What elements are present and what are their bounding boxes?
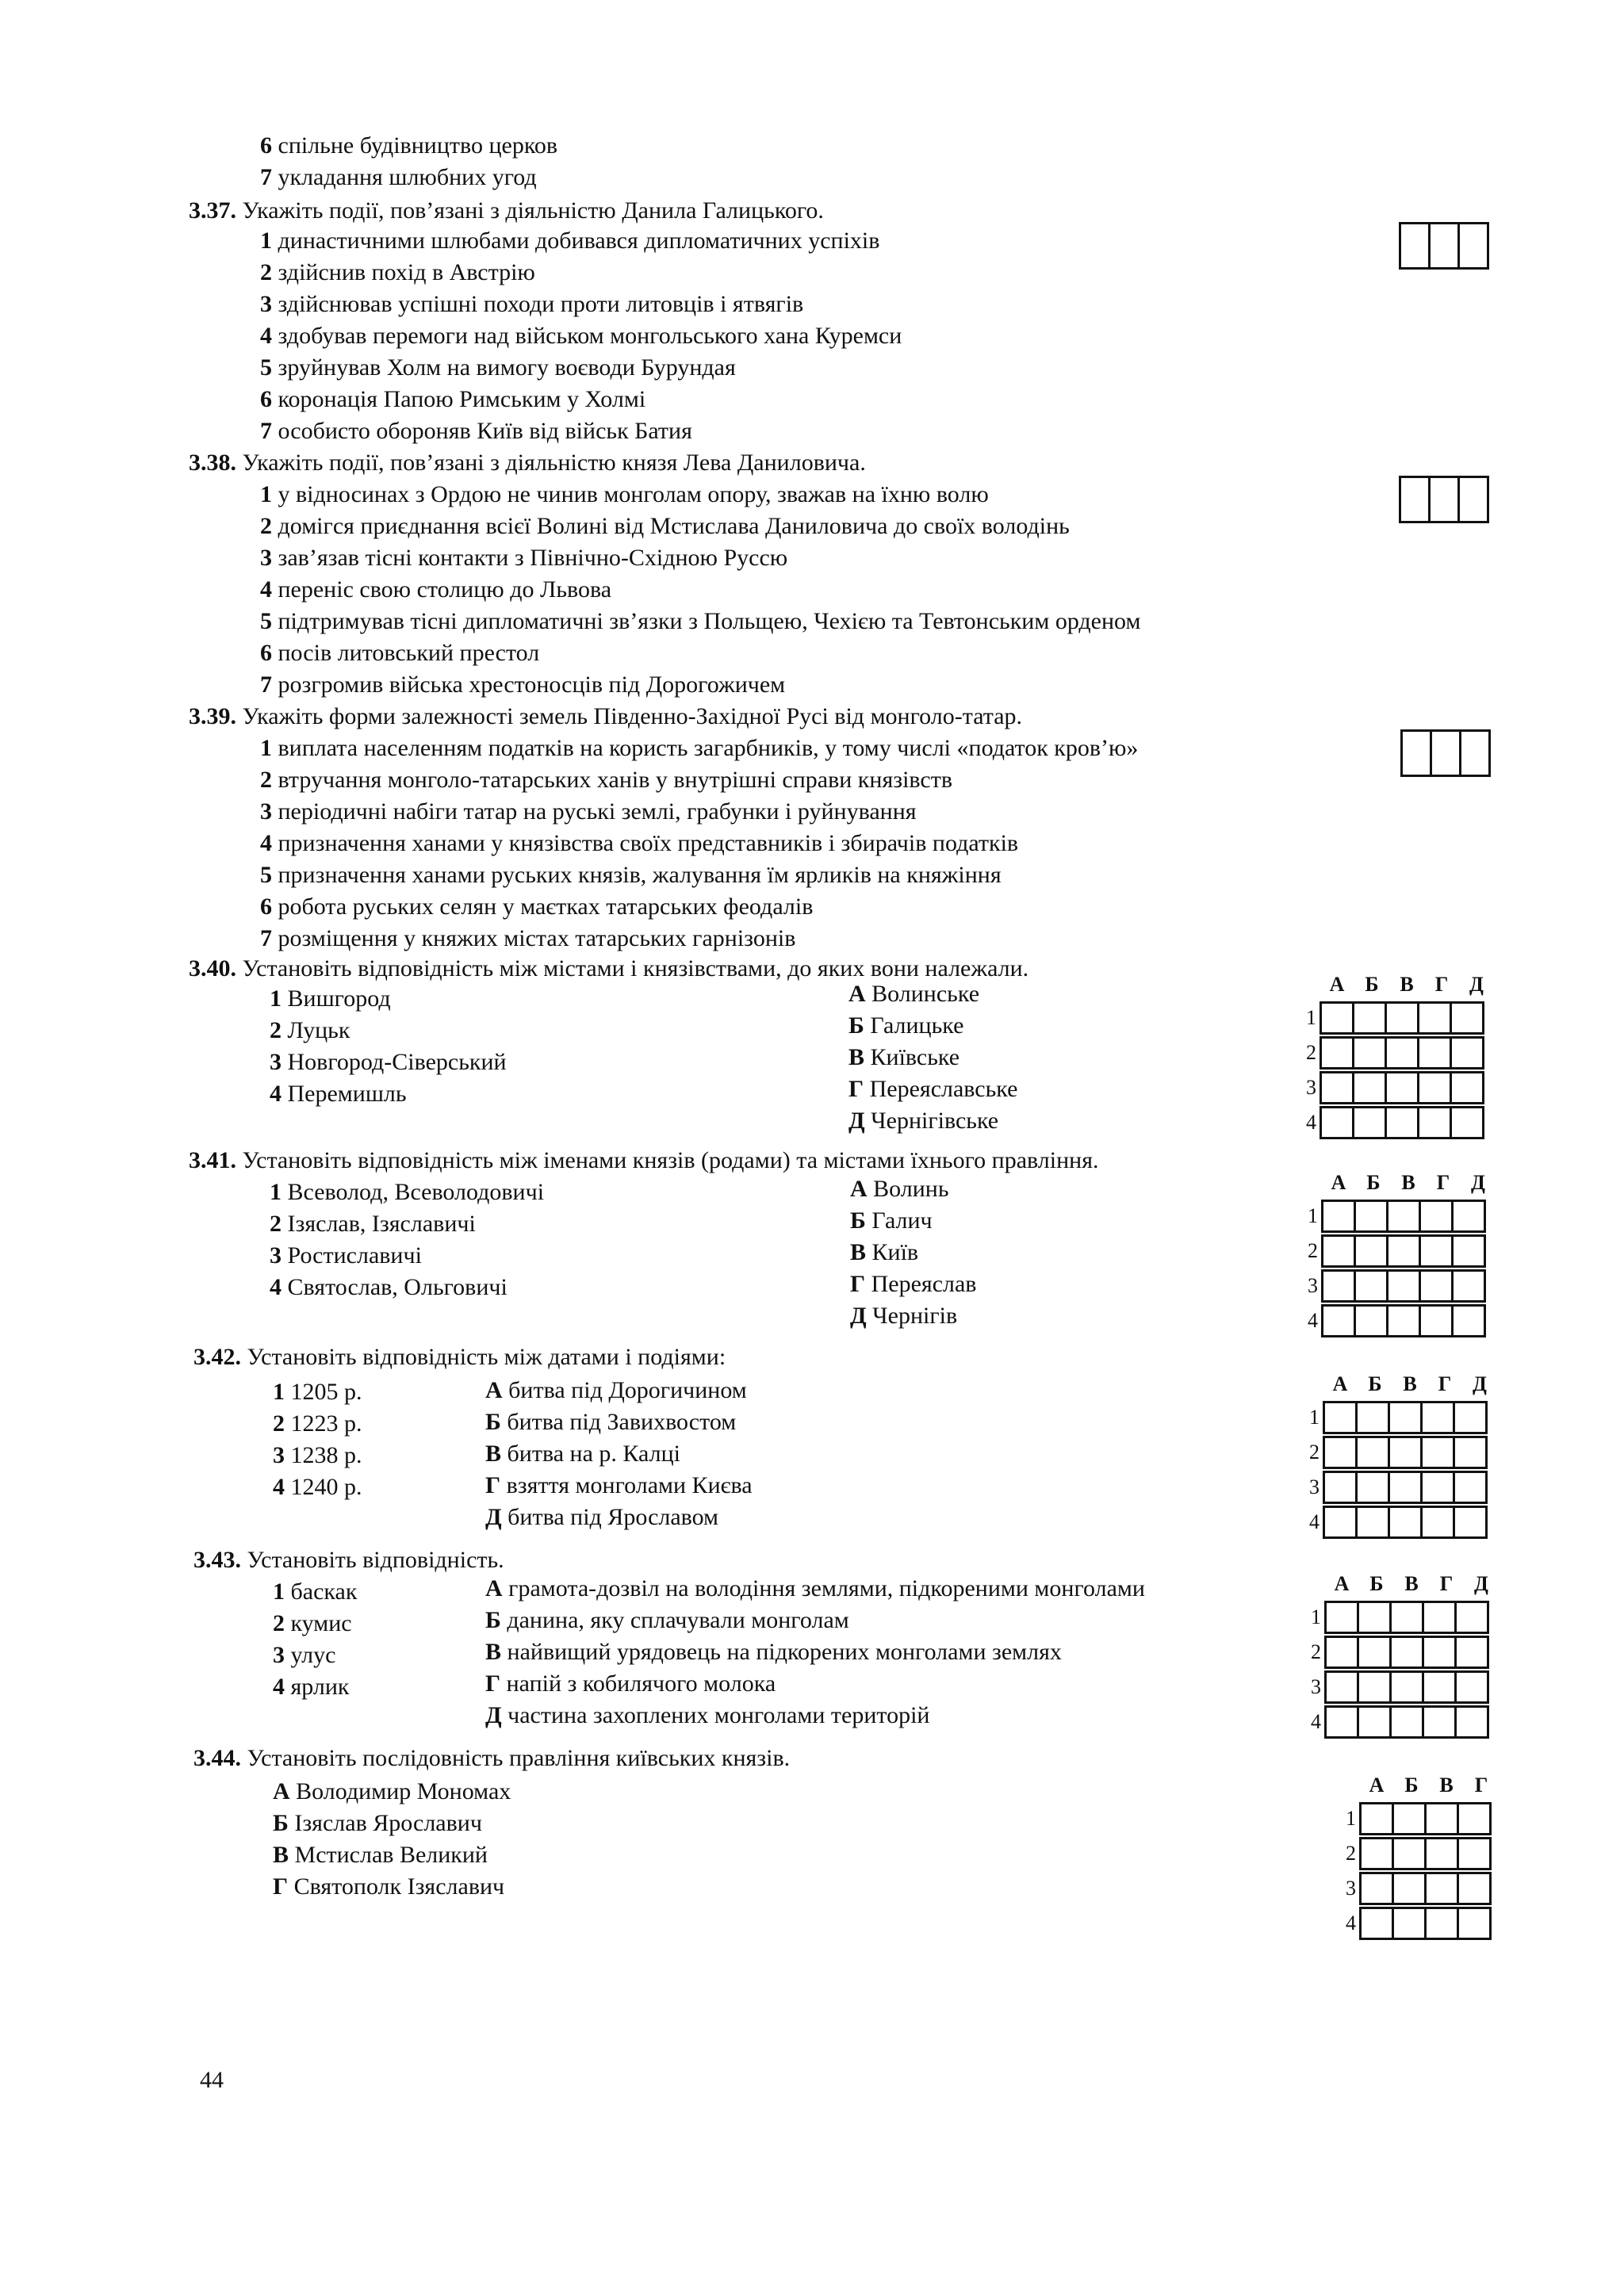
q40-left-1: 1 Вишгород (270, 985, 391, 1012)
q43-grid-cell[interactable] (1389, 1705, 1424, 1739)
q42-grid-col-c: В (1403, 1372, 1417, 1395)
q38-item-7: 7 розгромив війська хрестоносців під Дорогожичем (260, 672, 786, 698)
q43-grid-row-1 (1302, 1600, 1499, 1635)
q41-grid-cell[interactable] (1386, 1200, 1421, 1233)
q41-grid-cell[interactable] (1321, 1269, 1356, 1303)
q37-answer-box-1[interactable] (1399, 222, 1431, 270)
q44-grid-col-d: Г (1474, 1774, 1488, 1797)
q43-grid-row-num: 4 (1311, 1710, 1321, 1733)
q44-grid-row-2 (1337, 1836, 1499, 1871)
q44-grid-cell[interactable] (1457, 1802, 1492, 1835)
q42-grid-cell[interactable] (1388, 1506, 1423, 1539)
q39-item-4: 4 призначення ханами у князівства своїх представників і збирачів податків (260, 830, 1019, 856)
q43-grid-col-c: В (1404, 1572, 1419, 1595)
q41-grid-cell[interactable] (1451, 1234, 1486, 1268)
q38-item-1: 1 у відносинах з Ордою не чинив монголам опору, зважав на їхню волю (260, 481, 989, 507)
q43-right-a: А грамота-дозвіл на володіння землями, підкореними монголами (485, 1575, 1145, 1601)
q37-item-7: 7 особисто обороняв Київ від військ Батия (260, 418, 692, 444)
q42-title: 3.42. Установіть відповідність між датами і подіями: (193, 1344, 726, 1370)
q44-item-d: Г Святополк Ізяславич (273, 1873, 505, 1900)
q41-grid-cell[interactable] (1419, 1269, 1454, 1303)
q43-grid-cell[interactable] (1357, 1636, 1392, 1669)
q44-grid-cell[interactable] (1359, 1872, 1394, 1905)
q41-grid-cell[interactable] (1354, 1269, 1388, 1303)
q42-grid-col-e: Д (1473, 1372, 1487, 1395)
q39-item-2: 2 втручання монголо-татарських ханів у внутрішні справи князівств (260, 767, 953, 793)
q43-grid-cell[interactable] (1324, 1601, 1359, 1634)
q40-left-4: 4 Перемишль (270, 1081, 407, 1107)
q41-right-b: Б Галич (850, 1207, 933, 1234)
q40-grid-row-num: 1 (1306, 1006, 1316, 1029)
q39-item-3: 3 періодичні набіги татар на руські землі, грабунки і руйнування (260, 798, 917, 825)
q40-grid-row-num: 2 (1306, 1041, 1316, 1064)
q40-grid-cell[interactable] (1417, 1106, 1452, 1139)
q42-right-e: Д битва під Ярославом (485, 1504, 719, 1530)
q41-grid-cell[interactable] (1386, 1304, 1421, 1337)
q44-grid-row-3 (1337, 1871, 1499, 1906)
q40-grid-cell[interactable] (1385, 1036, 1419, 1070)
q42-grid-cell[interactable] (1355, 1436, 1390, 1469)
q41-grid-cell[interactable] (1419, 1304, 1454, 1337)
q43-grid-cell[interactable] (1357, 1601, 1392, 1634)
q41-grid-cell[interactable] (1321, 1304, 1356, 1337)
q42-grid-col-a: А (1332, 1372, 1348, 1395)
q40-grid-cell[interactable] (1450, 1036, 1484, 1070)
q40-grid-cell[interactable] (1450, 1106, 1484, 1139)
q41-answer-grid (1299, 1167, 1496, 1338)
q43-right-b: Б данина, яку сплачували монголам (485, 1607, 849, 1633)
q41-grid-row-3 (1299, 1269, 1496, 1303)
q40-right-e: Д Чернігівське (848, 1108, 999, 1134)
q41-left-3: 3 Ростиславичі (270, 1242, 422, 1269)
q43-left-3: 3 улус (273, 1642, 336, 1668)
q41-grid-cell[interactable] (1451, 1304, 1486, 1337)
q40-grid-col-b: Б (1365, 973, 1379, 996)
q42-grid-cell[interactable] (1355, 1401, 1390, 1434)
q40-left-3: 3 Новгород-Сіверський (270, 1049, 507, 1075)
q42-grid-cell[interactable] (1323, 1471, 1358, 1504)
q41-grid-col-d: Г (1436, 1171, 1450, 1194)
q42-right-b: Б битва під Завихвостом (485, 1409, 737, 1435)
q41-right-c: В Київ (850, 1239, 919, 1265)
q43-grid-cell[interactable] (1422, 1601, 1457, 1634)
q43-grid-cell[interactable] (1324, 1705, 1359, 1739)
q42-grid-cell[interactable] (1323, 1436, 1358, 1469)
q42-grid-cell[interactable] (1453, 1506, 1488, 1539)
q37-item-5: 5 зруйнував Холм на вимогу воєводи Бурундая (260, 354, 736, 381)
q41-grid-row-num: 3 (1308, 1274, 1318, 1297)
q40-grid-cell[interactable] (1385, 1106, 1419, 1139)
q39-item-5: 5 призначення ханами руських князів, жалування їм ярликів на княжіння (260, 862, 1002, 888)
q41-title: 3.41. Установіть відповідність між іменами князів (родами) та містами їхнього правління. (189, 1147, 1099, 1173)
q37-item-2: 2 здійснив похід в Австрію (260, 259, 535, 285)
q42-grid-cell[interactable] (1420, 1436, 1455, 1469)
q40-grid-cell[interactable] (1352, 1071, 1387, 1104)
q44-grid-cell[interactable] (1424, 1907, 1459, 1940)
q43-grid-cell[interactable] (1454, 1601, 1489, 1634)
q43-grid-row-num: 2 (1311, 1640, 1321, 1663)
q44-grid-row-num: 1 (1346, 1807, 1356, 1830)
q43-right-e: Д частина захоплених монголами територій (485, 1702, 930, 1728)
q36-item-6: 6 спільне будівництво церков (260, 132, 558, 159)
q43-grid-col-e: Д (1474, 1572, 1488, 1595)
q41-right-e: Д Чернігів (850, 1303, 958, 1329)
q43-grid-col-a: А (1334, 1572, 1350, 1595)
q42-grid-row-num: 2 (1309, 1441, 1320, 1464)
q41-grid-col-c: В (1401, 1171, 1415, 1194)
q42-right-c: В битва на р. Калці (485, 1441, 680, 1467)
q42-answer-grid (1300, 1368, 1497, 1540)
q42-grid-row-num: 4 (1309, 1510, 1320, 1533)
q40-answer-grid (1297, 969, 1494, 1140)
q44-grid-cell[interactable] (1392, 1802, 1427, 1835)
q41-grid-cell[interactable] (1354, 1234, 1388, 1268)
q44-grid-cell[interactable] (1359, 1802, 1394, 1835)
q41-grid-cell[interactable] (1451, 1269, 1486, 1303)
q38-item-6: 6 посів литовський престол (260, 640, 540, 666)
q38-title: 3.38. Укажіть події, пов’язані з діяльністю князя Лева Даниловича. (189, 450, 866, 476)
q42-grid-cell[interactable] (1355, 1471, 1390, 1504)
q40-grid-row-num: 4 (1306, 1111, 1316, 1134)
q43-grid-cell[interactable] (1357, 1670, 1392, 1704)
q40-grid-cell[interactable] (1320, 1106, 1354, 1139)
q41-grid-col-b: Б (1366, 1171, 1381, 1194)
q42-grid-cell[interactable] (1388, 1436, 1423, 1469)
q43-grid-cell[interactable] (1422, 1705, 1457, 1739)
q43-grid-cell[interactable] (1389, 1636, 1424, 1669)
q44-grid-cell[interactable] (1424, 1872, 1459, 1905)
q41-right-a: А Волинь (850, 1176, 949, 1202)
q44-title: 3.44. Установіть послідовність правління київських князів. (193, 1745, 791, 1771)
q40-grid-cell[interactable] (1417, 1036, 1452, 1070)
q41-grid-row-4 (1299, 1303, 1496, 1338)
q42-left-4: 4 1240 р. (273, 1474, 362, 1500)
q43-grid-row-4 (1302, 1705, 1499, 1739)
q44-grid-cell[interactable] (1359, 1907, 1394, 1940)
q44-grid-row-1 (1337, 1801, 1499, 1836)
q43-title: 3.43. Установіть відповідність. (193, 1547, 504, 1573)
q44-item-b: Б Ізяслав Ярославич (273, 1810, 482, 1836)
q42-grid-cell[interactable] (1453, 1436, 1488, 1469)
q41-grid-cell[interactable] (1419, 1200, 1454, 1233)
q42-right-a: А битва під Дорогичином (485, 1377, 747, 1403)
q39-item-1: 1 виплата населенням податків на користь загарбників, у тому числі «податок кров’ю» (260, 735, 1139, 761)
q41-grid-cell[interactable] (1386, 1269, 1421, 1303)
q42-grid-row-num: 3 (1309, 1475, 1320, 1498)
q40-right-c: В Київське (848, 1044, 960, 1070)
q42-grid-cell[interactable] (1388, 1401, 1423, 1434)
q42-left-2: 2 1223 р. (273, 1410, 362, 1437)
q39-item-6: 6 робота руських селян у маєтках татарських феодалів (260, 894, 814, 920)
q42-grid-cell[interactable] (1420, 1471, 1455, 1504)
q40-grid-cell[interactable] (1450, 1071, 1484, 1104)
q43-left-2: 2 кумис (273, 1610, 352, 1636)
q37-item-1: 1 династичними шлюбами добивався дипломатичних успіхів (260, 228, 880, 254)
q43-grid-row-num: 3 (1311, 1675, 1321, 1698)
q41-left-4: 4 Святослав, Ольговичі (270, 1274, 508, 1300)
q43-right-d: Г напій з кобилячого молока (485, 1670, 776, 1697)
q42-grid-col-b: Б (1368, 1372, 1382, 1395)
q39-title: 3.39. Укажіть форми залежності земель Південно-Західної Русі від монголо-татар. (189, 703, 1023, 729)
q41-grid-col-e: Д (1471, 1171, 1485, 1194)
q41-left-2: 2 Ізяслав, Ізяславичі (270, 1211, 476, 1237)
q39-answer-box-3[interactable] (1459, 729, 1491, 777)
q41-grid-row-num: 2 (1308, 1239, 1318, 1262)
q43-grid-cell[interactable] (1422, 1670, 1457, 1704)
q40-grid-col-e: Д (1469, 973, 1484, 996)
q40-right-a: А Волинське (848, 981, 980, 1007)
q40-grid-cell[interactable] (1385, 1071, 1419, 1104)
q37-answer-boxes (1399, 222, 1487, 270)
q38-item-3: 3 зав’язав тісні контакти з Північно-Східною Руссю (260, 545, 788, 571)
q43-grid-cell[interactable] (1324, 1670, 1359, 1704)
q42-grid-cell[interactable] (1323, 1401, 1358, 1434)
q44-grid-col-a: А (1369, 1774, 1385, 1797)
q42-grid-col-d: Г (1438, 1372, 1452, 1395)
q43-grid-cell[interactable] (1454, 1705, 1489, 1739)
q42-grid-cell[interactable] (1453, 1401, 1488, 1434)
q43-grid-cell[interactable] (1389, 1670, 1424, 1704)
q40-grid-col-a: А (1329, 973, 1345, 996)
q40-grid-cell[interactable] (1450, 1001, 1484, 1035)
q39-answer-boxes (1400, 729, 1488, 777)
q44-grid-cell[interactable] (1424, 1802, 1459, 1835)
q43-grid-col-b: Б (1369, 1572, 1384, 1595)
q41-grid-cell[interactable] (1419, 1234, 1454, 1268)
q40-grid-cell[interactable] (1320, 1001, 1354, 1035)
q43-answer-grid (1302, 1568, 1499, 1739)
q37-answer-box-2[interactable] (1428, 222, 1460, 270)
q37-item-6: 6 коронація Папою Римським у Холмі (260, 386, 646, 412)
q44-grid-row-num: 2 (1346, 1842, 1356, 1865)
q41-grid-cell[interactable] (1354, 1304, 1388, 1337)
q42-grid-cell[interactable] (1453, 1471, 1488, 1504)
q41-grid-col-a: А (1331, 1171, 1346, 1194)
q41-right-d: Г Переяслав (850, 1271, 977, 1297)
q44-grid-cell[interactable] (1457, 1907, 1492, 1940)
q44-grid-cell[interactable] (1392, 1907, 1427, 1940)
q36-item-7: 7 укладання шлюбних угод (260, 164, 537, 190)
q44-grid-cell[interactable] (1424, 1837, 1459, 1870)
q44-grid-cell[interactable] (1457, 1872, 1492, 1905)
q40-grid-cell[interactable] (1352, 1106, 1387, 1139)
q43-grid-cell[interactable] (1357, 1705, 1392, 1739)
q41-left-1: 1 Всеволод, Всеволодовичі (270, 1179, 545, 1205)
q42-left-1: 1 1205 р. (273, 1379, 362, 1405)
q40-right-d: Г Переяславське (848, 1076, 1018, 1102)
page-number: 44 (200, 2067, 224, 2093)
q41-grid-row-num: 1 (1308, 1204, 1318, 1227)
q40-grid-row-num: 3 (1306, 1076, 1316, 1099)
q40-grid-row-3 (1297, 1070, 1494, 1105)
q41-grid-cell[interactable] (1321, 1234, 1356, 1268)
q44-grid-row-num: 4 (1346, 1911, 1356, 1934)
q42-right-d: Г взяття монголами Києва (485, 1472, 753, 1498)
q43-right-c: В найвищий урядовець на підкорених монголами землях (485, 1639, 1062, 1665)
q43-grid-cell[interactable] (1422, 1636, 1457, 1669)
q42-grid-row-num: 1 (1309, 1406, 1320, 1429)
q42-grid-cell[interactable] (1323, 1506, 1358, 1539)
q37-item-3: 3 здійснював успішні походи проти литовців і ятвягів (260, 291, 804, 317)
q40-grid-cell[interactable] (1352, 1001, 1387, 1035)
q43-left-4: 4 ярлик (273, 1674, 350, 1700)
q41-grid-cell[interactable] (1354, 1200, 1388, 1233)
q38-answer-box-3[interactable] (1457, 476, 1489, 523)
q40-grid-row-4 (1297, 1105, 1494, 1140)
q43-grid-cell[interactable] (1324, 1636, 1359, 1669)
q44-grid-cell[interactable] (1392, 1872, 1427, 1905)
q40-grid-cell[interactable] (1320, 1036, 1354, 1070)
q37-answer-box-3[interactable] (1457, 222, 1489, 270)
q44-grid-cell[interactable] (1457, 1837, 1492, 1870)
q44-item-c: В Мстислав Великий (273, 1842, 488, 1868)
q41-grid-cell[interactable] (1386, 1234, 1421, 1268)
q40-title: 3.40. Установіть відповідність між містами і князівствами, до яких вони належали. (189, 955, 1029, 982)
q43-grid-row-2 (1302, 1635, 1499, 1670)
q44-answer-grid (1337, 1770, 1499, 1941)
q42-grid-row-3 (1300, 1470, 1497, 1505)
q40-grid-cell[interactable] (1385, 1001, 1419, 1035)
q38-answer-box-2[interactable] (1428, 476, 1460, 523)
q44-grid-row-4 (1337, 1906, 1499, 1941)
q43-grid-cell[interactable] (1389, 1601, 1424, 1634)
q42-grid-cell[interactable] (1420, 1506, 1455, 1539)
q42-grid-cell[interactable] (1388, 1471, 1423, 1504)
q41-grid-row-2 (1299, 1234, 1496, 1269)
q38-answer-box-1[interactable] (1399, 476, 1431, 523)
q37-title: 3.37. Укажіть події, пов’язані з діяльністю Данила Галицького. (189, 197, 824, 224)
q40-grid-row-2 (1297, 1035, 1494, 1070)
q38-item-4: 4 переніс свою столицю до Львова (260, 576, 612, 603)
q42-grid-row-4 (1300, 1505, 1497, 1540)
q40-right-b: Б Галицьке (848, 1012, 964, 1039)
q43-left-1: 1 баскак (273, 1578, 358, 1605)
q40-grid-col-c: В (1400, 973, 1414, 996)
q41-grid-row-num: 4 (1308, 1309, 1318, 1332)
q39-item-7: 7 розміщення у княжих містах татарських гарнізонів (260, 925, 796, 951)
q40-grid-cell[interactable] (1320, 1071, 1354, 1104)
q40-grid-cell[interactable] (1417, 1001, 1452, 1035)
q44-grid-row-num: 3 (1346, 1877, 1356, 1900)
q43-grid-cell[interactable] (1454, 1636, 1489, 1669)
q42-grid-row-2 (1300, 1435, 1497, 1470)
q42-grid-cell[interactable] (1355, 1506, 1390, 1539)
q43-grid-row-3 (1302, 1670, 1499, 1705)
q39-answer-box-1[interactable] (1400, 729, 1432, 777)
q41-grid-cell[interactable] (1321, 1200, 1356, 1233)
q40-left-2: 2 Луцьк (270, 1017, 350, 1043)
q44-grid-cell[interactable] (1392, 1837, 1427, 1870)
q40-grid-col-d: Г (1434, 973, 1449, 996)
q38-answer-boxes (1399, 476, 1487, 523)
q44-grid-col-b: Б (1404, 1774, 1419, 1797)
q39-answer-box-2[interactable] (1430, 729, 1461, 777)
q40-grid-cell[interactable] (1417, 1071, 1452, 1104)
q37-item-4: 4 здобував перемоги над військом монгольського хана Куремси (260, 323, 902, 349)
q44-grid-col-c: В (1439, 1774, 1454, 1797)
q42-grid-row-1 (1300, 1400, 1497, 1435)
q44-item-a: А Володимир Мономах (273, 1778, 511, 1804)
q38-item-5: 5 підтримував тісні дипломатичні зв’язки з Польщею, Чехією та Тевтонським орденом (260, 608, 1141, 634)
q43-grid-row-num: 1 (1311, 1605, 1321, 1628)
q44-grid-cell[interactable] (1359, 1837, 1394, 1870)
q38-item-2: 2 домігся приєднання всієї Волині від Мстислава Даниловича до своїх володінь (260, 513, 1070, 539)
q42-grid-cell[interactable] (1420, 1401, 1455, 1434)
q42-left-3: 3 1238 р. (273, 1442, 362, 1468)
q41-grid-row-1 (1299, 1199, 1496, 1234)
q40-grid-cell[interactable] (1352, 1036, 1387, 1070)
q40-grid-row-1 (1297, 1001, 1494, 1035)
q43-grid-col-d: Г (1439, 1572, 1454, 1595)
q43-grid-cell[interactable] (1454, 1670, 1489, 1704)
q41-grid-cell[interactable] (1451, 1200, 1486, 1233)
